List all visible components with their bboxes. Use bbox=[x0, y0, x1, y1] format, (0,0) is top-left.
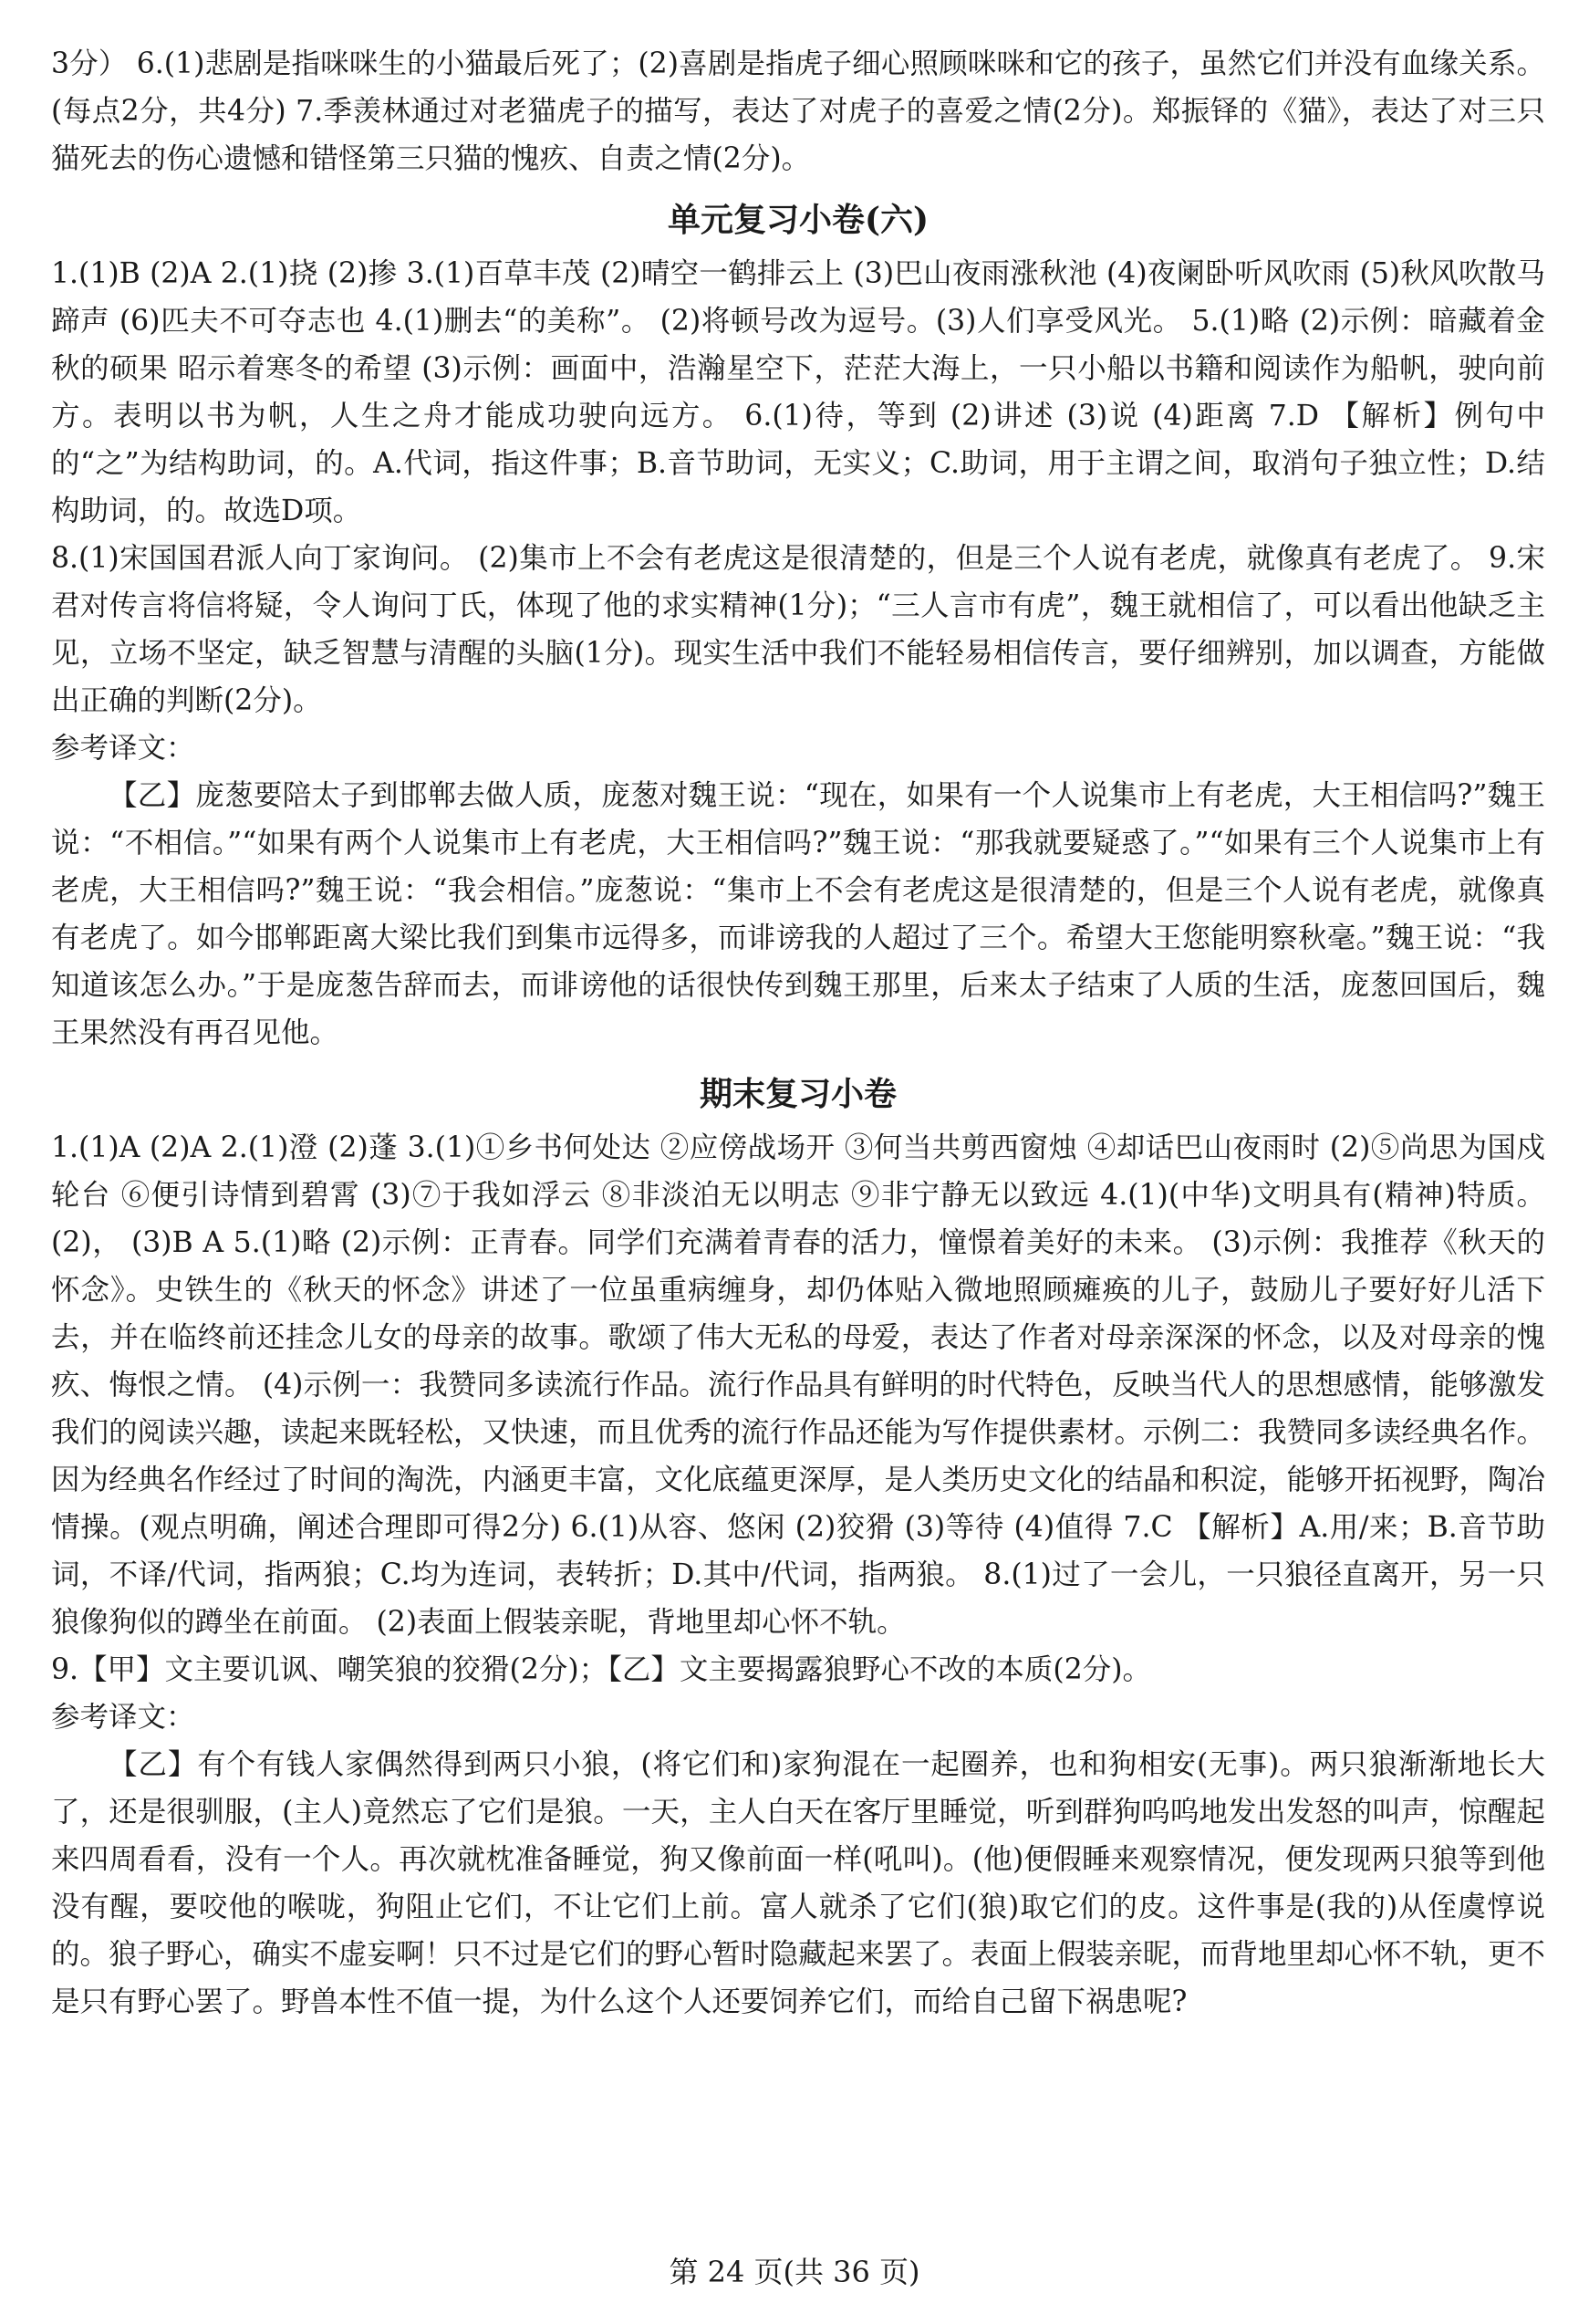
unit6-reference-label: 参考译文： bbox=[51, 732, 195, 765]
final-translation: 【乙】有个有钱人家偶然得到两只小狼，(将它们和)家狗混在一起圈养，也和狗相安(无事)。两只狼渐渐地长大了，还是很驯服，(主人)竟然忘了它们是狼。一天，主人白天在客厅里睡觉，听到群狗呜呜地发出发怒的叫声，惊醒起来四周看看，没有一个人。再次就枕准备睡觉，狗又像前面一样(吼叫)。(他)便假睡来观察情况，便发现两只狼等到他没有醒，要咬他的喉咙，狗阻止它们，不让它们上前。富人就杀了它们(狼)取它们的皮。这件事是(我的)从侄虞惇说的。狼子野心，确实不虚妄啊！只不过是它们的野心暂时隐藏起来罢了。表面上假装亲昵，而背地里却心怀不轨，更不是只有野心罢了。野兽本性不值一提，为什么这个人还要饲养它们，而给自己留下祸患呢? bbox=[51, 1748, 1546, 2018]
section-title-unit6: 单元复习小卷(六) bbox=[667, 201, 930, 239]
unit6-section bbox=[51, 193, 1545, 1057]
final-section bbox=[51, 1068, 1545, 2026]
unit6-translation: 【乙】庞葱要陪太子到邯郸去做人质，庞葱对魏王说：“现在，如果有一个人说集市上有老虎，大王相信吗?”魏王说：“不相信。”“如果有两个人说集市上有老虎，大王相信吗?”魏王说：“那我就要疑惑了。”“如果有三个人说集市上有老虎，大王相信吗?”魏王说：“我会相信。”庞葱说：“集市上不会有老虎这是很清楚的，但是三个人说有老虎，就像真有老虎了。如今邯郸距离大梁比我们到集市远得多，而诽谤我的人超过了三个。希望大王您能明察秋毫。”魏王说：“我知道该怎么办。”于是庞葱告辞而去，而诽谤他的话很快传到魏王那里，后来太子结束了人质的生活，庞葱回国后，魏王果然没有再召见他。 bbox=[51, 779, 1545, 1049]
final-reference-label: 参考译文： bbox=[51, 1701, 195, 1734]
top-answers: 3分） 6.(1)悲剧是指咪咪生的小猫最后死了；(2)喜剧是指虎子细心照顾咪咪和它的孩子，虽然它们并没有血缘关系。(每点2分，共4分) 7.季羡林通过对老猫虎子的描写，表达了对虎子的喜爱之情(2分)。郑振铎的《猫》，表达了对三只猫死去的伤心遗憾和错怪第三只猫的愧疚、自责之情(2分)。 bbox=[51, 47, 1545, 175]
final-answers-9: 9.【甲】文主要讥讽、嘲笑狼的狡猾(2分)；【乙】文主要揭露狼野心不改的本质(2分)。 bbox=[51, 1653, 1152, 1686]
section-title-final: 期末复习小卷 bbox=[699, 1075, 897, 1113]
page-number: 第 24 页(共 36 页) bbox=[669, 2255, 920, 2289]
unit6-answers-8-9: 8.(1)宋国国君派人向丁家询问。 (2)集市上不会有老虎这是很清楚的，但是三个人说有老虎，就像真有老虎了。 9.宋君对传言将信将疑，令人询问丁氏，体现了他的求实精神(1分)；“三人言市有虎”，魏王就相信了，可以看出他缺乏主见，立场不坚定，缺乏智慧与清醒的头脑(1分)。现实生活中我们不能轻易相信传言，要仔细辨别，加以调查，方能做出正确的判断(2分)。 bbox=[51, 542, 1545, 717]
final-answers-1-8: 1.(1)A (2)A 2.(1)澄 (2)蓬 3.(1)①乡书何处达 ②应傍战场开 ③何当共剪西窗烛 ④却话巴山夜雨时 (2)⑤尚思为国戍轮台 ⑥便引诗情到碧霄 (3)⑦于我如浮云 ⑧非淡泊无以明志 ⑨非宁静无以致远 4.(1)(中华)文明具有(精神)特质。 (2)， (3)B A 5.(1)略 (2)示例：正青春。同学们充满着青春的活力，憧憬着美好的未来。 (3)示例：我推荐《秋天的怀念》。史铁生的《秋天的怀念》讲述了一位虽重病缠身，却仍体贴入微地照顾瘫痪的儿子，鼓励儿子要好好儿活下去，并在临终前还挂念儿女的母亲的故事。歌颂了伟大无私的母爱，表达了作者对母亲深深的怀念，以及对母亲的愧疚、悔恨之情。 (4)示例一：我赞同多读流行作品。流行作品具有鲜明的时代特色，反映当代人的思想感情，能够激发我们的阅读兴趣，读起来既轻松，又快速，而且优秀的流行作品还能为写作提供素材。示例二：我赞同多读经典名作。因为经典名作经过了时间的淘洗，内涵更丰富，文化底蕴更深厚，是人类历史文化的结晶和积淀，能够开拓视野，陶冶情操。(观点明确，阐述合理即可得2分) 6.(1)从容、悠闲 (2)狡猾 (3)等待 (4)值得 7.C 【解析】A.用/来；B.音节助词，不译/代词，指两狼；C.均为连词，表转折；D.其中/代词，指两狼。 8.(1)过了一会儿，一只狼径直离开，另一只狼像狗似的蹲坐在前面。 (2)表面上假装亲昵，背地里却心怀不轨。 bbox=[51, 1131, 1546, 1639]
unit6-answers-1-7: 1.(1)B (2)A 2.(1)挠 (2)掺 3.(1)百草丰茂 (2)晴空一鹤排云上 (3)巴山夜雨涨秋池 (4)夜阑卧听风吹雨 (5)秋风吹散马蹄声 (6)匹夫不可夺志也 4.(1)删去“的美称”。 (2)将顿号改为逗号。(3)人们享受风光。 5.(1)略 (2)示例：暗藏着金秋的硕果 昭示着寒冬的希望 (3)示例：画面中，浩瀚星空下，茫茫大海上，一只小船以书籍和阅读作为船帆，驶向前方。表明以书为帆，人生之舟才能成功驶向远方。 6.(1)待，等到 (2)讲述 (3)说 (4)距离 7.D 【解析】例句中的“之”为结构助词，的。A.代词，指这件事；B.音节助词，无实义；C.助词，用于主谓之间，取消句子独立性；D.结构助词，的。故选D项。 bbox=[51, 257, 1545, 527]
